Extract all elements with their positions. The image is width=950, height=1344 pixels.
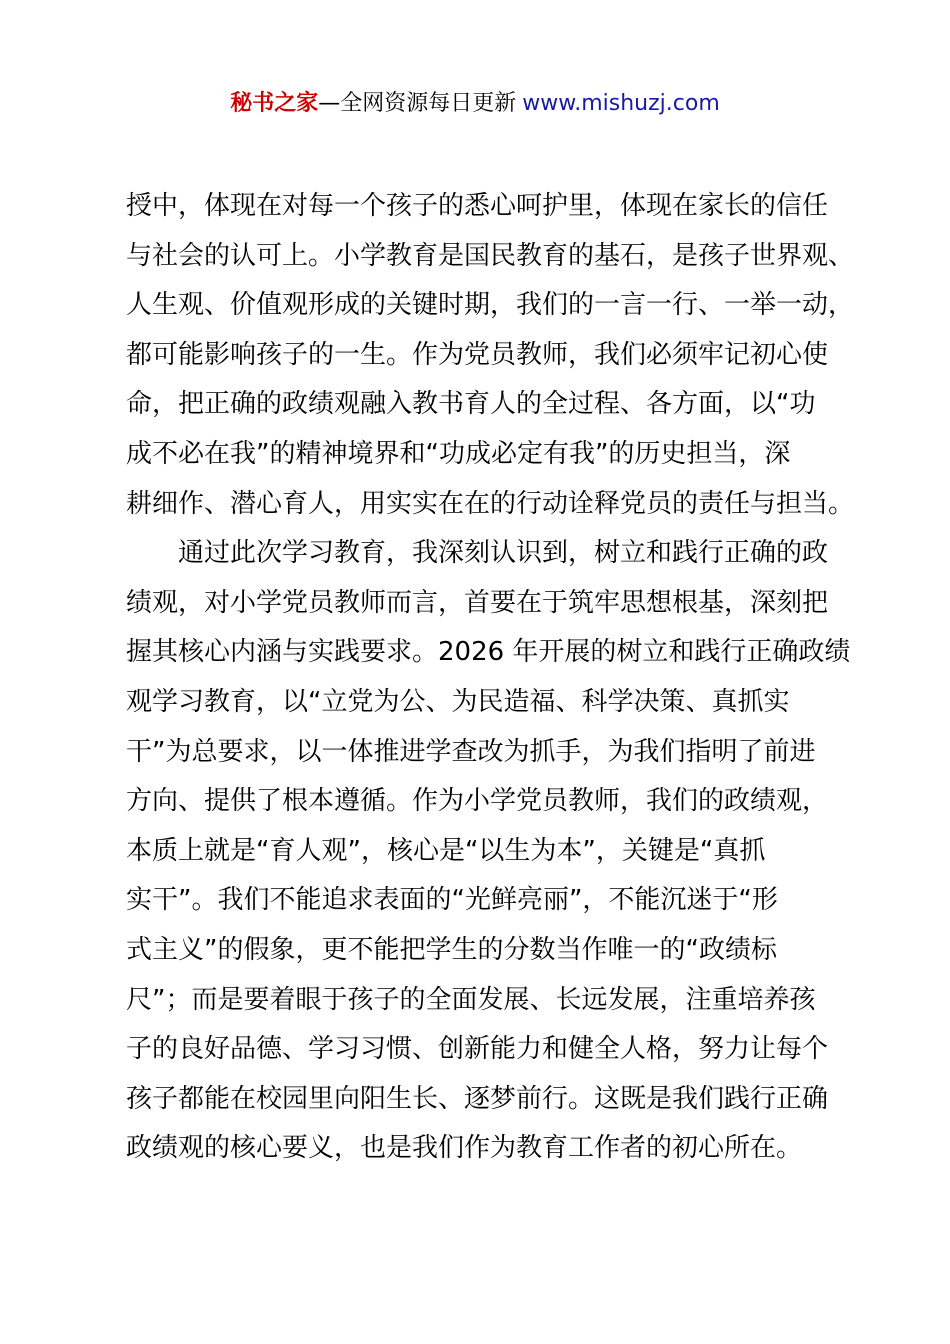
text-line: 干”为总要求，以一体推进学查改为抓手，为我们指明了前进 bbox=[126, 736, 816, 767]
website-url[interactable]: www.mishuzj.com bbox=[522, 91, 720, 116]
text-line: 授中，体现在对每一个孩子的悉心呵护里，体现在家长的信任 bbox=[126, 191, 829, 221]
text-line: 实干”。我们不能追求表面的“光鲜亮丽”，不能沉迷于“形 bbox=[126, 885, 778, 916]
text-line: 命，把正确的政绩观融入教书育人的全过程、各方面，以“功 bbox=[126, 389, 816, 420]
text-line: 政绩观的核心要义，也是我们作为教育工作者的初心所在。 bbox=[126, 1133, 803, 1164]
text-line: 观学习教育，以“立党为公、为民造福、科学决策、真抓实 bbox=[126, 686, 790, 717]
brand-name: 秘书之家 bbox=[230, 91, 319, 116]
text-line: 子的良好品德、学习习惯、创新能力和健全人格，努力让每个 bbox=[126, 1034, 829, 1065]
text-line: 人生观、价值观形成的关键时期，我们的一言一行、一举一动， bbox=[126, 290, 855, 321]
text-line: 本质上就是“育人观”，核心是“以生为本”，关键是“真抓 bbox=[126, 835, 766, 866]
text-line: 都可能影响孩子的一生。作为党员教师，我们必须牢记初心使 bbox=[126, 339, 829, 370]
page-header bbox=[0, 86, 950, 122]
text-line: 孩子都能在校园里向阳生长、逐梦前行。这既是我们践行正确 bbox=[126, 1083, 829, 1114]
text-line: 绩观，对小学党员教师而言，首要在于筑牢思想根基，深刻把 bbox=[126, 587, 829, 618]
text-line: 耕细作、潜心育人，用实实在在的行动诠释党员的责任与担当。 bbox=[126, 488, 855, 519]
text-line: 成不必在我”的精神境界和“功成必定有我”的历史担当，深 bbox=[126, 438, 791, 469]
text-line: 尺”；而是要着眼于孩子的全面发展、长远发展，注重培养孩 bbox=[126, 984, 816, 1015]
document-body bbox=[126, 182, 861, 1174]
text-line: 式主义”的假象，更不能把学生的分数当作唯一的“政绩标 bbox=[126, 934, 777, 965]
text-line: 与社会的认可上。小学教育是国民教育的基石，是孩子世界观、 bbox=[126, 240, 855, 271]
paragraph-start-line: 通过此次学习教育，我深刻认识到，树立和践行正确的政 bbox=[178, 538, 829, 569]
text-line: 握其核心内涵与实践要求。2026 年开展的树立和践行正确政绩 bbox=[126, 637, 851, 668]
text-line: 方向、提供了根本遵循。作为小学党员教师，我们的政绩观， bbox=[126, 786, 829, 817]
header-tagline: —全网资源每日更新 bbox=[318, 91, 517, 116]
